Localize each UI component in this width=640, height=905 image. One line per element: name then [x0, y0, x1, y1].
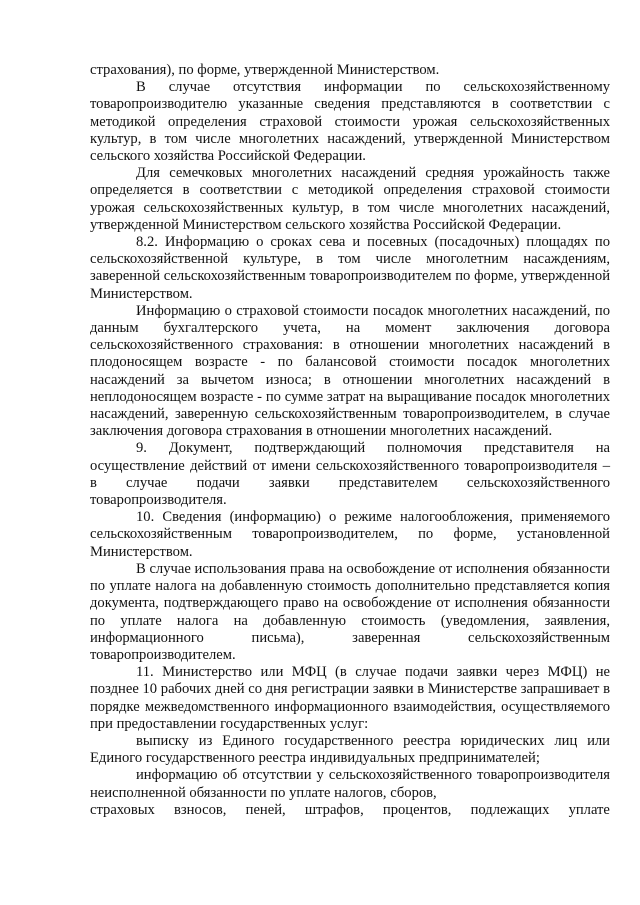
- paragraph: Для семечковых многолетних насаждений средняя урожайность также определяется в соответствии с методикой определения страховой стоимости урожая сельскохозяйственных культур, в том числе многолетних насаждений, утвержденной Министерством сельского хозяйства Российской Федерации.: [90, 165, 610, 233]
- paragraph: 8.2. Информацию о сроках сева и посевных (посадочных) площадях по сельскохозяйственной культуре, в том числе многолетним насаждениям, заверенной сельскохозяйственным товаропроизводителем по форме, утвержденной Министерством.: [90, 234, 610, 302]
- paragraph: Информацию о страховой стоимости посадок многолетних насаждений, по данным бухгалтерского учета, на момент заключения договора сельскохозяйственного страхования: в отношении многолетних насаждений в плодоносящем возрасте - по балансовой стоимости посадок многолетних насаждений за вычетом износа; в отношении многолетних насаждений в неплодоносящем возрасте - по сумме затрат на выращивание посадок многолетних насаждений, заверенную сельскохозяйственным товаропроизводителем, в случае заключения договора страхования в отношении многолетних насаждений.: [90, 302, 610, 440]
- paragraph: 10. Сведения (информацию) о режиме налогообложения, применяемого сельскохозяйственным товаропроизводителем, по форме, установленной Министерством.: [90, 509, 610, 560]
- paragraph: 9. Документ, подтверждающий полномочия представителя на осуществление действий от имени сельскохозяйственного товаропроизводителя – в случае подачи заявки представителем сельскохозяйственного товаропроизводителя.: [90, 440, 610, 509]
- paragraph: страхования), по форме, утвержденной Министерством.: [90, 62, 440, 78]
- last-line: [90, 802, 610, 819]
- word: взносов,: [174, 801, 227, 818]
- word: процентов,: [382, 801, 452, 818]
- word: подлежащих: [470, 801, 550, 818]
- word: уплате: [568, 801, 610, 818]
- paragraph: В случае отсутствия информации по сельскохозяйственному товаропроизводителю указанные сведения представляются в соответствии с методикой определения страховой стоимости урожая сельскохозяйственных культур, в том числе многолетних насаждений, утвержденной Министерством сельского хозяйства Российской Федерации.: [90, 79, 610, 165]
- paragraph: В случае использования права на освобождение от исполнения обязанности по уплате налога на добавленную стоимость дополнительно представляется копия документа, подтверждающего право на освобождение от исполнения обязанности по уплате налога на добавленную стоимость (уведомления, заявления, информационного письма), заверенная сельскохозяйственным товаропроизводителем.: [90, 560, 610, 663]
- paragraph: выписку из Единого государственного реестра юридических лиц или Единого государственного реестра индивидуальных предпринимателей;: [90, 732, 610, 767]
- paragraph: 11. Министерство или МФЦ (в случае подачи заявки через МФЦ) не позднее 10 рабочих дней со дня регистрации заявки в Министерстве запрашивает в порядке межведомственного информационного взаимодействия, осуществляемого при предоставлении государственных услуг:: [90, 664, 610, 732]
- word: пеней,: [245, 801, 286, 818]
- document-page: [90, 62, 610, 819]
- paragraph: информацию об отсутствии у сельскохозяйственного товаропроизводителя неисполненной обязанности по уплате налогов, сборов,: [90, 767, 610, 801]
- word: страховых: [90, 801, 155, 818]
- word: штрафов,: [304, 801, 364, 818]
